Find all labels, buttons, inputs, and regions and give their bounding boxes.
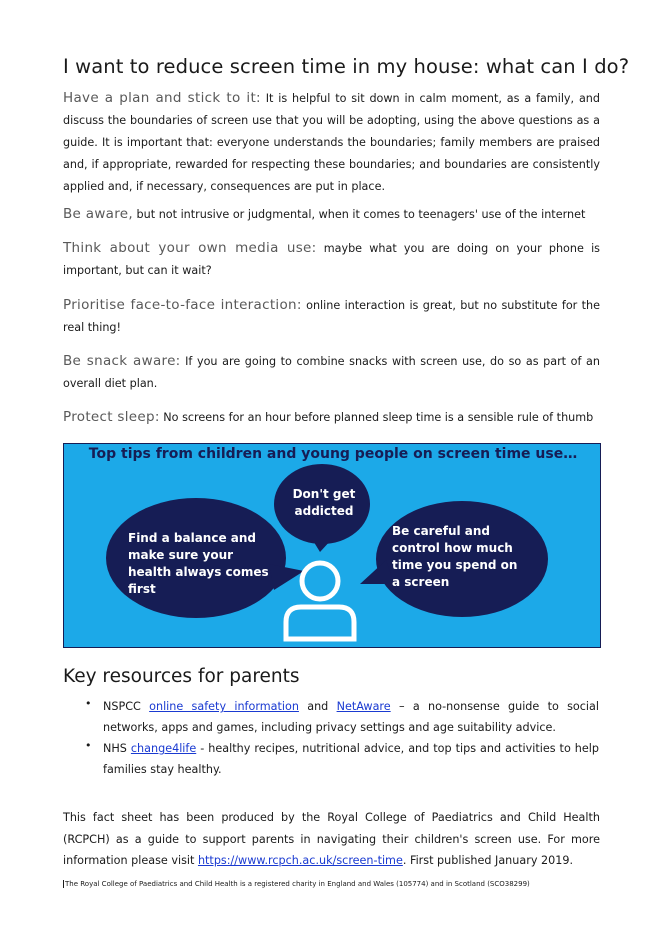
tip-lead: Have a plan and stick to it: bbox=[63, 90, 261, 106]
closing-paragraph bbox=[63, 807, 600, 872]
bullet-icon: • bbox=[85, 697, 92, 710]
tip-lead: Prioritise face-to-face interaction: bbox=[63, 297, 302, 313]
resources-heading: Key resources for parents bbox=[63, 666, 300, 687]
bubble-left-text: Find a balance and make sure your health always comes first bbox=[128, 531, 269, 596]
tip-plan bbox=[63, 87, 600, 198]
resource-suffix: - healthy recipes, nutritional advice, and top tips and activities to help families stay healthy. bbox=[103, 742, 599, 776]
tip-snack bbox=[63, 350, 600, 395]
page-title: I want to reduce screen time in my house: what can I do? bbox=[63, 55, 630, 78]
resource-prefix: NHS bbox=[103, 742, 131, 755]
change4life-link[interactable]: change4life bbox=[130, 742, 197, 755]
online-safety-link[interactable]: online safety information bbox=[149, 700, 299, 713]
resource-mid: and bbox=[298, 700, 337, 713]
netaware-link[interactable]: NetAware bbox=[336, 700, 391, 713]
charity-footer: The Royal College of Paediatrics and Child Health is a registered charity in England and Wales (105774) and in Scotland (SCO38299) bbox=[65, 880, 530, 888]
banner-title: Top tips from children and young people on screen time use… bbox=[88, 446, 578, 462]
closing-text: This fact sheet has been produced by the Royal College of Paediatrics and Child Health (RCPCH) as a guide to support parents in navigating their children's screen use. For more information please visit bbox=[63, 811, 600, 867]
tip-text: online interaction is great, but no substitute for the real thing! bbox=[63, 299, 600, 334]
tip-face-to-face bbox=[63, 294, 600, 339]
bubble-top-text: Don't get addicted bbox=[292, 487, 356, 518]
tip-text: If you are going to combine snacks with screen use, do so as part of an overall diet plan. bbox=[63, 355, 600, 390]
tip-aware bbox=[63, 203, 600, 226]
tip-lead: Protect sleep: bbox=[63, 409, 160, 425]
bubble-top-tail bbox=[312, 539, 332, 552]
tips-banner bbox=[63, 443, 601, 648]
tip-sleep bbox=[63, 406, 600, 429]
resource-item-nspcc bbox=[103, 696, 599, 738]
resource-item-nhs bbox=[103, 738, 599, 780]
tip-text: It is helpful to sit down in calm moment, as a family, and discuss the boundaries of screen use that you will be adopting, using the above questions as a guide. It is important that: everyone understands the boundaries; family members are praised and, if appropriate, rewarded for respecting these boundaries; and boundaries are consistently applied and, if necessary, consequences are put in place. bbox=[63, 92, 600, 193]
tip-text: maybe what you are doing on your phone is important, but can it wait? bbox=[63, 242, 600, 277]
tip-text: No screens for an hour before planned sleep time is a sensible rule of thumb bbox=[159, 411, 594, 424]
resource-suffix: – a no-nonsense guide to social networks, apps and games, including privacy settings and age suitability advice. bbox=[103, 700, 599, 734]
bubble-right-text: Be careful and control how much time you spend on a screen bbox=[392, 524, 518, 589]
rcpch-screen-time-link[interactable]: https://www.rcpch.ac.uk/screen-time bbox=[197, 854, 403, 867]
tip-lead: Think about your own media use: bbox=[63, 240, 317, 256]
tip-own-media bbox=[63, 237, 600, 282]
closing-after: . First published January 2019. bbox=[402, 854, 574, 867]
resource-prefix: NSPCC bbox=[103, 700, 150, 713]
tip-lead: Be snack aware: bbox=[63, 353, 181, 369]
tip-text: but not intrusive or judgmental, when it comes to teenagers' use of the internet bbox=[133, 208, 586, 221]
tip-lead: Be aware, bbox=[63, 206, 133, 222]
bullet-icon: • bbox=[85, 739, 92, 752]
